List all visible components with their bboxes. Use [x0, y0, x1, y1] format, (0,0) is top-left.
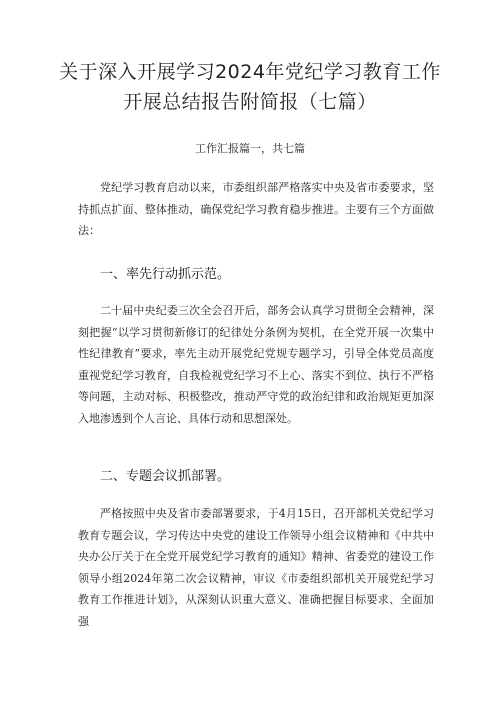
section-1-heading: 一、率先行动抓示范。	[100, 267, 231, 282]
document-title-line-1: 关于深入开展学习2024年党纪学习教育工作	[59, 61, 441, 83]
section-2-heading: 二、专题会议抓部署。	[100, 469, 231, 484]
section-2-paragraph: 严格按照中央及省市委部署要求，于4月15日，召开部机关党纪学习教育专题会议，学习传达中央党的建设工作领导小组会议精神和《中共中央办公厅关于在全党开展党纪学习教育的通知》精神、省委党的建设工作领导小组2024年第二次会议精神，审议《市委组织部机关开展党纪学习教育工作推进计划》，从深刻认识重大意义、准确把握目标要求、全面加强	[78, 507, 434, 628]
intro-paragraph: 党纪学习教育启动以来，市委组织部严格落实中央及省市委要求，坚持抓点扩面、整体推动，确保党纪学习教育稳步推进。主要有三个方面做法：	[78, 181, 434, 237]
document-subtitle: 工作汇报篇一，共七篇	[195, 142, 305, 155]
section-1-paragraph: 二十届中央纪委三次全会召开后，部务会认真学习贯彻全会精神，深刻把握“以学习贯彻新修订的纪律处分条例为契机，在全党开展一次集中性纪律教育”要求，率先主动开展党纪党规专题学习，引导全体党员高度重视党纪学习教育，自我检视党纪学习不上心、落实不到位、执行不严格等问题，主动对标、积极整改，推动严守党的政治纪律和政治规矩更加深入地渗透到个人言论、具体行动和思想深处。	[78, 304, 434, 425]
document-title-line-2: 开展总结报告附简报（七篇）	[123, 91, 377, 113]
